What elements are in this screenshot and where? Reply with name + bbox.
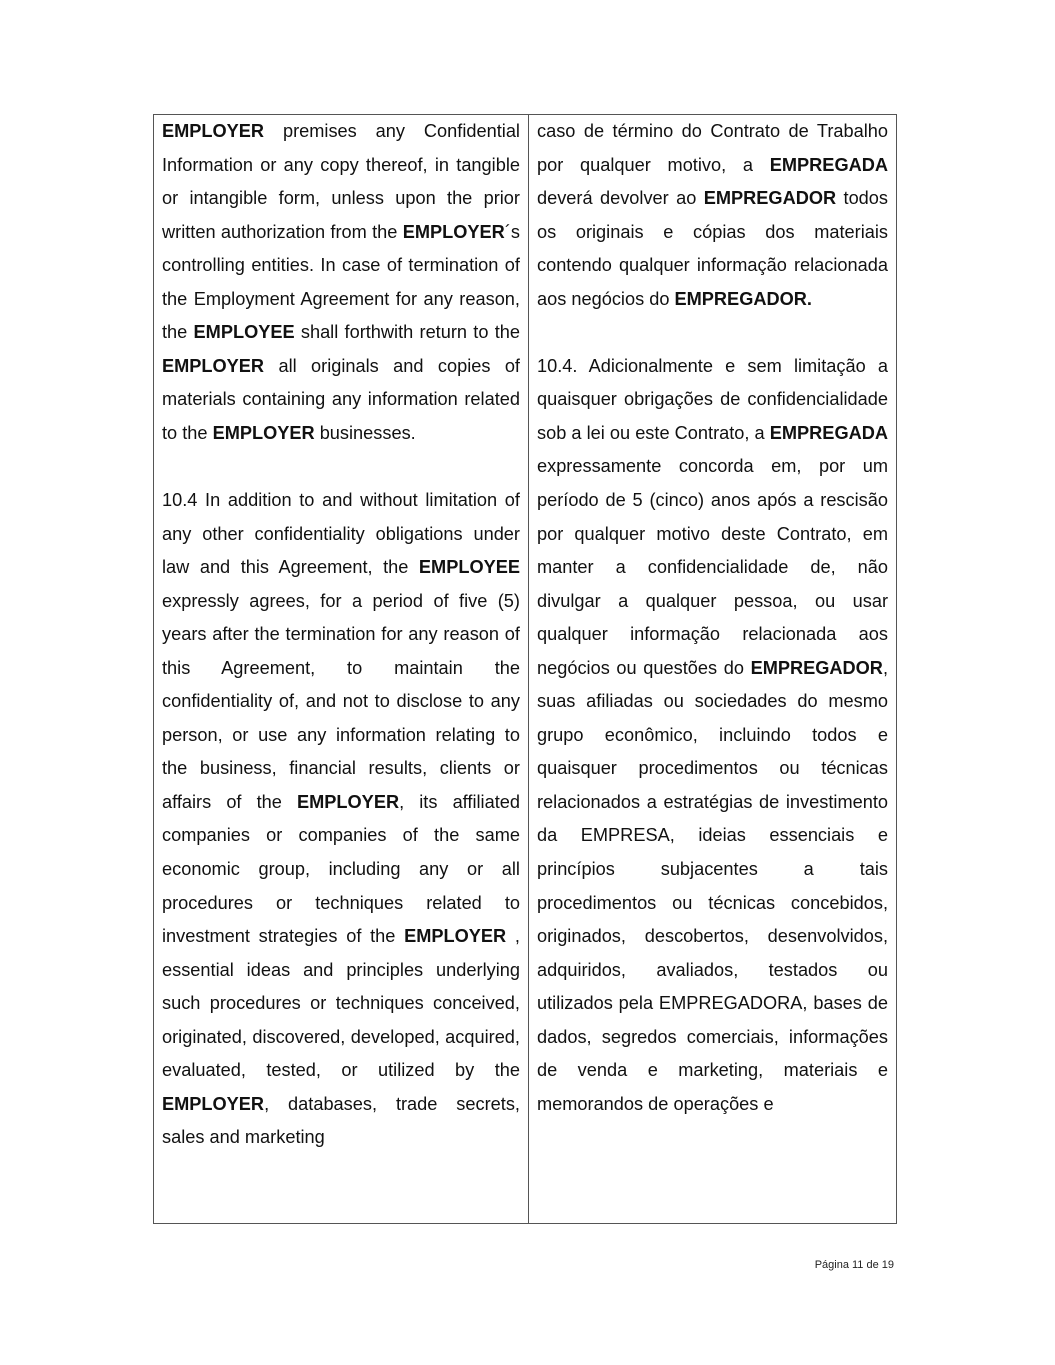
bold-term: EMPREGADOR: [703, 188, 837, 209]
page-number: Página 11 de 19: [814, 1259, 894, 1271]
text-run: businesses.: [314, 422, 416, 443]
text-run: , suas afiliadas ou sociedades do mesmo grupo econômico, incluindo todos e quaisquer procedimentos ou técnicas relacionados a estratégias de investimento da EMPRESA, ideias essenciais e princípios subjacentes a tais procedimentos ou técnicas concebidos, originados, descobertos, desenvolvidos, adquiridos, avaliados, testados ou utilizados pela EMPREGADORA, bases de dados, segredos comerciais, informações de venda e marketing, materiais e memorandos de operações e: [536, 657, 888, 1114]
paragraph-spacer: [537, 316, 888, 350]
bold-term: EMPREGADA: [769, 154, 888, 175]
text-run: deverá devolver ao: [536, 188, 704, 209]
english-paragraph-1: [162, 115, 520, 450]
bold-term: EMPLOYER: [402, 221, 505, 242]
text-run: expressamente concorda em, por um período de 5 (cinco) anos após a rescisão por qualquer motivo deste Contrato, em manter a confidencialidade de, não divulgar a qualquer pessoa, ou usar qualquer informação relacionada aos negócios ou questões do: [536, 456, 888, 678]
text-run: caso de término do Contrato de Trabalho por qualquer motivo, a: [536, 121, 888, 175]
text-run: all originals and copies of materials containing any information related to the: [162, 355, 520, 443]
bold-term: EMPREGADA: [769, 422, 888, 443]
bold-term: EMPLOYER: [162, 1093, 265, 1114]
text-run: todos os originais e cópias dos materiais contendo qualquer informação relacionada aos negócios do: [536, 188, 889, 309]
bold-term: EMPLOYER: [162, 121, 265, 141]
text-run: 10.4. Adicionalmente e sem limitação a quaisquer obrigações de confidencialidade sob a lei ou este Contrato, a: [536, 355, 888, 443]
english-column: [154, 115, 529, 1223]
english-paragraph-10-4: [162, 484, 520, 1155]
text-run: , essential ideas and principles underlying such procedures or techniques conceived, originated, discovered, developed, acquired, evaluated, tested, or utilized by the: [162, 926, 520, 1081]
bold-term: EMPLOYER: [404, 926, 507, 947]
bold-term: EMPLOYER: [162, 355, 265, 376]
text-run: , databases, trade secrets, sales and marketing: [162, 1093, 520, 1148]
text-run: , its affiliated companies or companies of the same economic group, including any or all procedures or techniques related to investment strategies of the: [162, 791, 520, 947]
bold-term: EMPLOYER: [212, 422, 315, 443]
bold-term: EMPREGADOR: [750, 657, 883, 678]
bold-term: EMPLOYEE: [418, 557, 520, 578]
text-run: ´s controlling entities. In case of termination of the Employment Agreement for any reason, the: [162, 221, 520, 343]
portuguese-paragraph-1: [537, 115, 888, 316]
bold-term: EMPLOYER: [297, 791, 400, 812]
text-run: shall forthwith return to the: [294, 322, 520, 343]
bilingual-contract-table: [153, 114, 897, 1224]
portuguese-column: [529, 115, 896, 1223]
paragraph-spacer: [162, 450, 520, 484]
bold-term: EMPLOYEE: [193, 322, 295, 343]
text-run: expressly agrees, for a period of five (5) years after the termination for any reason of this Agreement, to maintain the confidentiality of, and not to disclose to any person, or use any information relating to the business, financial results, clients or affairs of the: [162, 590, 520, 812]
text-run: 10.4 In addition to and without limitation of any other confidentiality obligations under law and this Agreement, the: [162, 490, 520, 578]
bold-term: EMPREGADOR.: [674, 288, 812, 309]
text-run: premises any Confidential Information or any copy thereof, in tangible or intangible form, unless upon the prior written authorization from the: [162, 121, 520, 242]
portuguese-paragraph-10-4: [537, 350, 888, 1122]
